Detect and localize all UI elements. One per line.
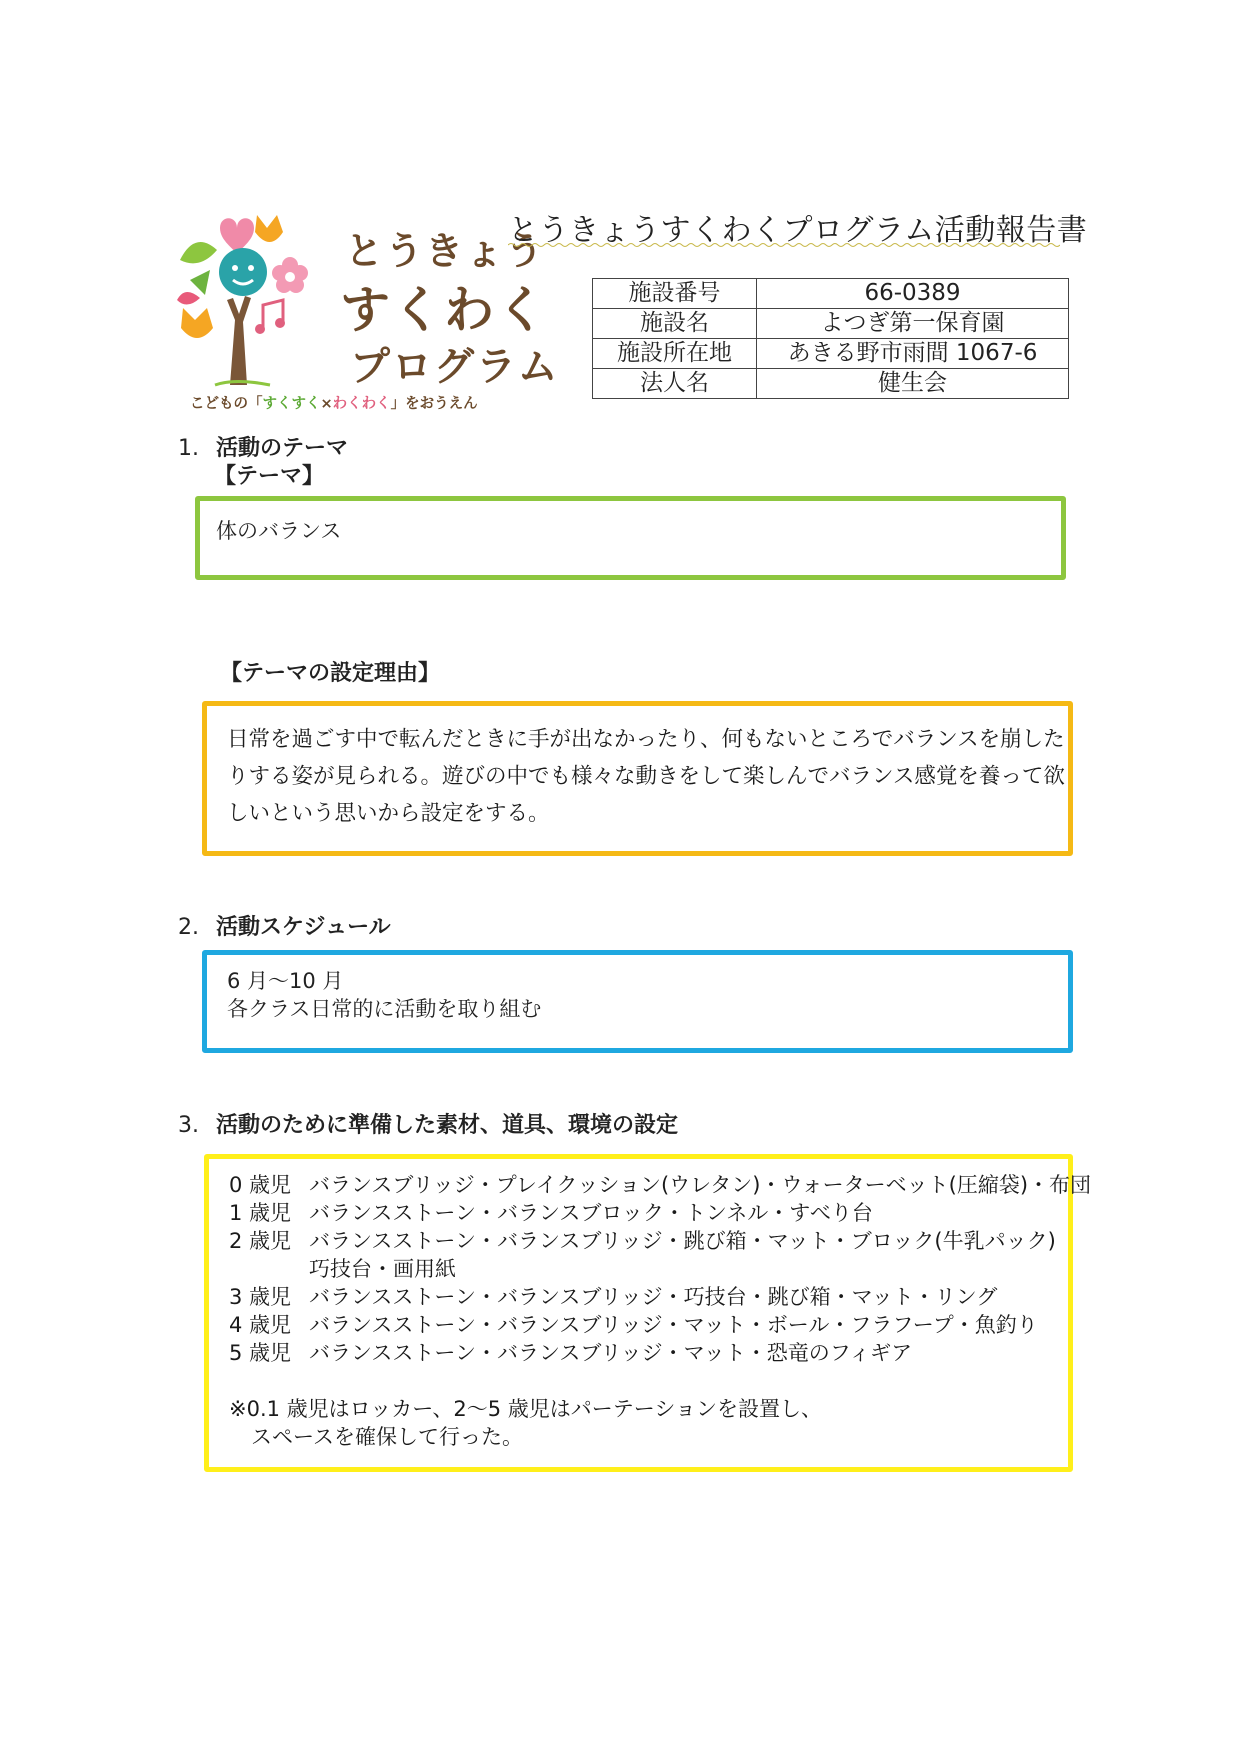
reason-line-3: しいという思いから設定をする。 [227, 801, 550, 826]
facility-name-label: 施設名 [593, 309, 757, 339]
reason-label: 【テーマの設定理由】 [220, 661, 441, 686]
age-label: 5 歳児 [229, 1341, 292, 1365]
materials-note-line-2: スペースを確保して行った。 [251, 1425, 523, 1449]
facility-address-value: あきる野市雨間 1067-6 [757, 339, 1069, 369]
tagline-wakuwaku: わくわく [332, 396, 391, 412]
list-item [229, 1253, 456, 1283]
reason-line-2: りする姿が見られる。遊びの中でも様々な動きをして楽しんでバランス感覚を養って欲 [227, 764, 1065, 789]
age-label: 0 歳児 [229, 1173, 292, 1197]
age-label: 1 歳児 [229, 1201, 292, 1225]
table-row [593, 369, 1069, 399]
logo-text-line1: とうきょう [345, 229, 546, 273]
section1-number: 1. [178, 436, 199, 461]
section1-heading [178, 431, 348, 462]
facility-number-label: 施設番号 [593, 279, 757, 309]
document-title: とうきょうすくわくプログラム活動報告書 [508, 213, 1088, 248]
materials-text: バランスストーン・バランスブリッジ・マット・恐竜のフィギア [309, 1341, 913, 1365]
logo-text-line2: すくわく [340, 281, 548, 339]
age-label: 3 歳児 [229, 1285, 292, 1309]
list-item [229, 1337, 912, 1367]
section3-number: 3. [178, 1113, 199, 1138]
corporation-value: 健生会 [757, 369, 1069, 399]
section3-title: 活動のために準備した素材、道具、環境の設定 [216, 1113, 679, 1138]
materials-box [204, 1154, 1092, 1472]
schedule-box [202, 950, 1073, 1053]
materials-text: バランスストーン・バランスブリッジ・巧技台・跳び箱・マット・リング [309, 1285, 998, 1309]
materials-text: バランスストーン・バランスブリッジ・マット・ボール・フラフープ・魚釣り [309, 1313, 1038, 1337]
list-item [229, 1225, 1056, 1255]
table-row [593, 309, 1069, 339]
section1-title: 活動のテーマ [216, 436, 349, 461]
table-row [593, 339, 1069, 369]
schedule-period: 6 月～10 月 [227, 969, 344, 993]
tagline-pre: こどもの「 [190, 396, 263, 412]
program-logo [175, 210, 560, 415]
list-item [229, 1197, 873, 1227]
schedule-detail: 各クラス日常的に活動を取り組む [227, 997, 542, 1021]
section3-heading [178, 1108, 678, 1139]
facility-number-value: 66-0389 [757, 279, 1069, 309]
list-item [229, 1309, 1038, 1339]
tagline-sukusuku: すくすく [262, 396, 321, 412]
materials-text: バランスブリッジ・プレイクッション(ウレタン)・ウォーターベット(圧縮袋)・布団 [309, 1173, 1092, 1197]
facility-name-value: よつぎ第一保育園 [757, 309, 1069, 339]
materials-text: 巧技台・画用紙 [309, 1257, 456, 1281]
corporation-label: 法人名 [593, 369, 757, 399]
logo-text-line3: プログラム [350, 344, 560, 390]
materials-note-line-1: ※0.1 歳児はロッカー、2～5 歳児はパーテーションを設置し、 [229, 1397, 822, 1421]
table-row [593, 279, 1069, 309]
theme-box [195, 496, 1066, 580]
materials-text: バランスストーン・バランスブロック・トンネル・すべり台 [309, 1201, 873, 1225]
facility-address-label: 施設所在地 [593, 339, 757, 369]
list-item [229, 1169, 1091, 1199]
theme-label: 【テーマ】 [214, 464, 325, 489]
title-wavy-underline [508, 242, 1060, 248]
age-label: 2 歳児 [229, 1229, 292, 1253]
list-item [229, 1281, 997, 1311]
logo-tagline [190, 392, 478, 413]
reason-box [202, 701, 1073, 856]
materials-text: バランスストーン・バランスブリッジ・跳び箱・マット・ブロック(牛乳パック) [309, 1229, 1056, 1253]
theme-text: 体のバランス [216, 519, 342, 543]
section2-title: 活動スケジュール [216, 915, 391, 940]
tagline-post: 」をおうえん [390, 396, 478, 412]
section2-heading [178, 910, 391, 941]
reason-line-1: 日常を過ごす中で転んだときに手が出なかったり、何もないところでバランスを崩した [227, 727, 1065, 752]
tree-illustration-icon [175, 210, 345, 390]
tagline-cross: × [320, 396, 333, 412]
facility-info-table [592, 278, 1069, 399]
section2-number: 2. [178, 915, 199, 940]
age-label: 4 歳児 [229, 1313, 292, 1337]
